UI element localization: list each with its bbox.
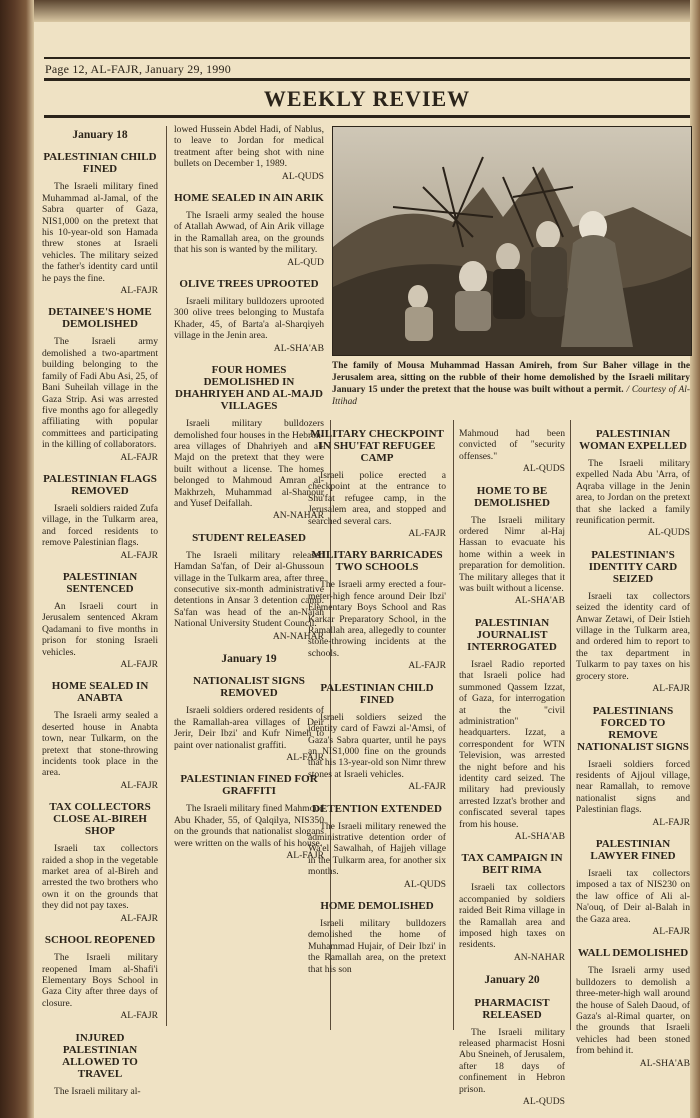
article-body: Israeli tax collectors seized the identity card of Anwar Zetawi, of Deir Istieh village in the Tulkarm area, and ordered him to report to the tax department in Tulkarm to pay taxes on his grocery store.	[576, 590, 690, 682]
article-body: The Israeli military expelled Nada Abu 'Arra, of Aqraba village in the Jenin area, to Jordan on the pretext that she lacked a family reunification permit.	[576, 458, 690, 527]
article-source: AL-FAJR	[120, 659, 158, 670]
article	[42, 473, 158, 561]
article	[576, 705, 690, 828]
article-source: AL-FAJR	[120, 1010, 158, 1022]
column-2	[174, 124, 324, 863]
article-source: AL-SHA'AB	[639, 1057, 690, 1069]
article-headline: PALESTINIANS FORCED TO REMOVE NATIONALIST SIGNS	[577, 704, 689, 753]
article-source: AL-FAJR	[408, 528, 446, 540]
article-source: AL-FAJR	[120, 451, 158, 463]
article-headline: PALESTINIAN CHILD FINED	[43, 151, 157, 176]
article-continued: lowed Hussein Abdel Hadi, of Nablus, to leave to Jordan for medical treatment after being shot with nine bullets on December 1, 1989.	[174, 124, 324, 170]
article	[459, 852, 565, 963]
article-body: The Israeli military renewed the administrative detention order of Wa'el Sawalhah, of Hajjeh village in the Tulkarm area, for another six months.	[308, 820, 446, 878]
article-headline: PALESTINIAN SENTENCED	[62, 570, 138, 595]
article-body: The Israeli military al-	[54, 1085, 141, 1097]
article-headline: PALESTINIAN JOURNALIST INTERROGATED	[467, 616, 557, 653]
column-3	[308, 418, 446, 976]
date-heading: January 20	[484, 974, 540, 987]
article	[174, 773, 324, 861]
photo-credit: / Courtesy of Al-Ittihad	[332, 385, 690, 407]
article-headline: HOME SEALED IN ANABTA	[51, 680, 149, 705]
article-body: Israeli military bulldozers uprooted 300 olive trees belonging to Mustafa Khader, 45, of Barta'a al-Sharqiyeh village in the Jenin area.	[174, 296, 324, 342]
section-title: WEEKLY REVIEW	[263, 86, 471, 111]
article-body: Israeli tax collectors imposed a tax of NIS230 on the law office of Ali al-Na'ouq, of Deir al-Balah in the Gaza area.	[576, 867, 690, 925]
article-body: Israeli military bulldozers demolished four houses in the Hebron-area villages of Dhahriyeh and al-Majd on the pretext that they were built without a license. The homes belonged to Mahmoud Amran al-Makhrzeh, Muhammad al-Shanour and Yusef Deifallah.	[174, 418, 324, 509]
article-source: AL-FAJR	[652, 816, 690, 828]
article	[174, 364, 324, 522]
article	[308, 549, 446, 671]
article-continued: Mahmoud had been convicted of "security offenses."	[459, 428, 565, 462]
article-body: The Israeli military reopened Imam al-Shafi'i Elementary Boys School in Gaza City after three days of closure.	[42, 952, 158, 1009]
article-headline: DETAINEE'S HOME DEMOLISHED	[48, 306, 152, 331]
photo-illustration	[333, 127, 691, 355]
article-source: AL-SHA'AB	[514, 830, 565, 842]
article-body: Israeli soldiers seized the identity card of Fawzi al-'Amsi, of Gaza's Sabra quarter, until he pays an NIS1,000 fine on the grounds that his 13-year-old son Nimr threw stones at Israeli vehicles.	[308, 711, 446, 780]
article	[42, 151, 158, 296]
article-body: An Israeli court in Jerusalem sentenced Akram Qadamani to five months in prison for stoning Israeli vehicles.	[42, 600, 158, 658]
article-headline: HOME SEALED IN AIN ARIK	[174, 192, 324, 205]
article-body: The Israeli army erected a four-meter-high fence around Deir Ibzi' Elementary Boys School and Ras Karkar Preparatory School, in the Ramallah area, allegedly to counter stone-throwing incidents at the schools.	[308, 579, 446, 659]
article-body: Israeli tax collectors raided a shop in the vegetable market area of al-Bireh and arrested the two brothers who own it on the grounds that they did not pay taxes.	[42, 843, 158, 912]
article-source: AL-FAJR	[652, 925, 690, 937]
article-headline: OLIVE TREES UPROOTED	[179, 278, 319, 291]
article	[42, 571, 158, 670]
article-headline: MILITARY BARRICADES TWO SCHOOLS	[311, 549, 443, 574]
column-5	[576, 418, 690, 1071]
article-source: AL-QUD	[287, 256, 324, 268]
article-source: AL-QUDS	[522, 1096, 565, 1108]
article-body: The Israeli army sealed a deserted house in Anabta town, near Tulkarm, on the pretext that stone-throwing incidents took place in the area.	[42, 710, 158, 779]
article	[459, 997, 565, 1108]
article	[42, 1032, 158, 1097]
date-heading: January 18	[72, 129, 128, 141]
article-source: AN-NAHAR	[513, 951, 565, 963]
article-source: AL-FAJR	[120, 549, 158, 561]
article-headline: STUDENT RELEASED	[192, 531, 306, 544]
article-headline: FOUR HOMES DEMOLISHED IN DHAHRIYEH AND AL-MAJD VILLAGES	[175, 364, 323, 413]
column-rule-4	[570, 420, 571, 1030]
article-headline: MILITARY CHECKPOINT IN SHU'FAT REFUGEE CAMP	[310, 428, 444, 464]
article-body: Israeli police erected a checkpoint at the entrance to Shu'fat refugee camp, in the Jerusalem area, and stopped and searched several cars.	[308, 470, 446, 527]
article	[174, 675, 324, 763]
column-rule-3	[453, 420, 454, 1030]
article-headline: TAX COLLECTORS CLOSE AL-BIREH SHOP	[49, 801, 151, 838]
article-source: AL-FAJR	[120, 912, 158, 924]
article-headline: PALESTINIAN'S IDENTITY CARD SEIZED	[588, 548, 678, 585]
article-source: AL-QUDS	[522, 463, 565, 475]
article	[308, 682, 446, 793]
article-source: AL-FAJR	[408, 781, 446, 793]
article-headline: DETENTION EXTENDED	[312, 802, 442, 815]
article-headline: PALESTINIAN FINED FOR GRAFFITI	[180, 773, 318, 798]
binding-edge	[0, 0, 34, 1118]
article-headline: INJURED PALESTINIAN ALLOWED TO TRAVEL	[62, 1031, 138, 1080]
article-body: The Israeli military fined Mahmoud Abu Khader, 55, of Qalqilya, NIS350 on the grounds that nationalist slogans were written on the walls of his house.	[174, 803, 325, 849]
article	[576, 549, 690, 695]
article-body: The Israeli military released Hamdan Sa'fan, of Deir al-Ghussoun village in the Tulkarm area, after three consecutive six-month administrative detentions in Ansar 3 detention camp. Sa'fan was head of the an-Najah National University Student Council.	[174, 549, 324, 630]
header-rule-top	[44, 57, 690, 59]
article-headline: HOME DEMOLISHED	[320, 899, 434, 912]
article-body: Israeli soldiers forced residents of Ajjoul village, near Ramallah, to remove nationalist signs and Palestinian flags.	[576, 758, 690, 816]
article-headline: NATIONALIST SIGNS REMOVED	[193, 675, 305, 700]
article-body: Israeli tax collectors accompanied by soldiers raided Beit Rima village in the Ramallah area and imposed high taxes on residents.	[459, 882, 565, 951]
article-source: AL-FAJR	[408, 660, 446, 672]
article-headline: PALESTINIAN FLAGS REMOVED	[43, 472, 157, 497]
article	[576, 428, 690, 539]
article-source: AL-QUDS	[281, 170, 324, 182]
article-body: Israeli military bulldozers demolished the home of Muhammad Hujair, of Deir Ibzi' in the Ramallah area, on the pretext that his son	[308, 917, 446, 975]
article-source: AL-SHA'AB	[514, 595, 565, 607]
article-source: AL-QUDS	[647, 527, 690, 539]
article-body: The Israeli army used bulldozers to demolish a three-meter-high wall around the house of Saleh Daoud, of Gaza's al-Rimal quarter, on the grounds that Israeli vehicles had been stoned from behind it.	[576, 965, 690, 1057]
article-source: AL-QUDS	[403, 878, 446, 890]
caption-text: The family of Mousa Muhammad Hassan Amireh, from Sur Baher village in the Jerusalem area, sitting on the rubble of their home demolished by the Israeli military January 15 under the pretext that the house was built without a permit.	[332, 361, 690, 395]
article-source: AL-FAJR	[286, 752, 324, 764]
article	[174, 532, 324, 642]
article-source: AN-NAHAR	[272, 510, 324, 522]
page-folio: Page 12, AL-FAJR, January 29, 1990	[45, 62, 231, 76]
article-source: AL-FAJR	[652, 683, 690, 695]
column-rule-1	[166, 126, 167, 1026]
article	[308, 428, 446, 539]
article-body: Israel Radio reported that Israeli police had summoned Qassem Izzat, of Gaza, for interrogation at the "civil administration" headquarters. Izzat, a correspondent for WTN Television, was arrested the night before and his identity card seized. The military had previously arrested Izzat's brother and confiscated several tapes from his house.	[459, 658, 565, 830]
article	[42, 680, 158, 791]
photo-caption	[332, 360, 690, 408]
article-source: AL-SHA'AB	[273, 342, 324, 354]
article-body: Israeli soldiers raided Zufa village, in the Tulkarm area, and forced residents to remove Palestinian flags.	[42, 502, 158, 549]
article	[174, 192, 324, 268]
article-body: The Israeli army demolished a two-apartment building belonging to the family of Fadi Abu Asi, 25, of Bani Suheilah village in the Gaza Strip. Asi was arrested five months ago for allegedly affiliating with popular committees and participating in the killing of collaborators.	[42, 336, 158, 451]
article-headline: PALESTINIAN LAWYER FINED	[590, 837, 676, 862]
article-body: The Israeli army sealed the house of Atallah Awwad, of Ain Arik village in the Ramallah area, on the grounds that his son is wanted by the military.	[174, 210, 324, 256]
header-rule-thick	[44, 78, 690, 81]
article	[576, 838, 690, 937]
article-headline: PALESTINIAN CHILD FINED	[320, 681, 434, 706]
article-body: The Israeli military ordered Nimr al-Haj Hassan to evacuate his home within a week in preparation for demolition. The military alleges that it was built without a license.	[459, 514, 565, 595]
article-headline: PALESTINIAN WOMAN EXPELLED	[579, 428, 687, 452]
column-1	[42, 118, 158, 1098]
article-body: The Israeli military released pharmacist Hosni Abu Sneineh, of Jerusalem, after 18 days of confinement in Hebron prison.	[459, 1026, 565, 1095]
article-source: AL-FAJR	[120, 779, 158, 791]
article-headline: PHARMACIST RELEASED	[474, 996, 550, 1021]
family-photo	[332, 126, 692, 356]
column-4	[459, 428, 565, 1109]
article-headline: SCHOOL REOPENED	[44, 934, 156, 947]
article	[459, 617, 565, 843]
date-heading: January 19	[221, 653, 277, 665]
article	[308, 900, 446, 975]
article-source: AN-NAHAR	[272, 630, 324, 642]
article-headline: TAX CAMPAIGN IN BEIT RIMA	[461, 852, 563, 877]
article	[576, 947, 690, 1069]
article	[174, 278, 324, 354]
article	[459, 485, 565, 607]
article-source: AL-FAJR	[120, 285, 158, 297]
page-top-edge	[0, 0, 700, 22]
article	[42, 934, 158, 1021]
article-body: Israeli soldiers ordered residents of the Ramallah-area villages of Deir Jerir, Deir Ibzi' and Kufr Nimeh to paint over nationalist graffiti.	[174, 705, 324, 751]
article	[42, 801, 158, 924]
article-source: AL-FAJR	[286, 850, 324, 862]
article-body: The Israeli military fined Muhammad al-Jamal, of the Sabra quarter of Gaza, NIS1,000 on the pretext that his 10-year-old son Hamada threw stones at Israeli vehicles. The military seized the father's identity card until he pays the fine.	[42, 181, 158, 284]
article-headline: WALL DEMOLISHED	[577, 947, 689, 960]
article-headline: HOME TO BE DEMOLISHED	[474, 484, 550, 509]
article	[42, 306, 158, 462]
article	[308, 803, 446, 890]
